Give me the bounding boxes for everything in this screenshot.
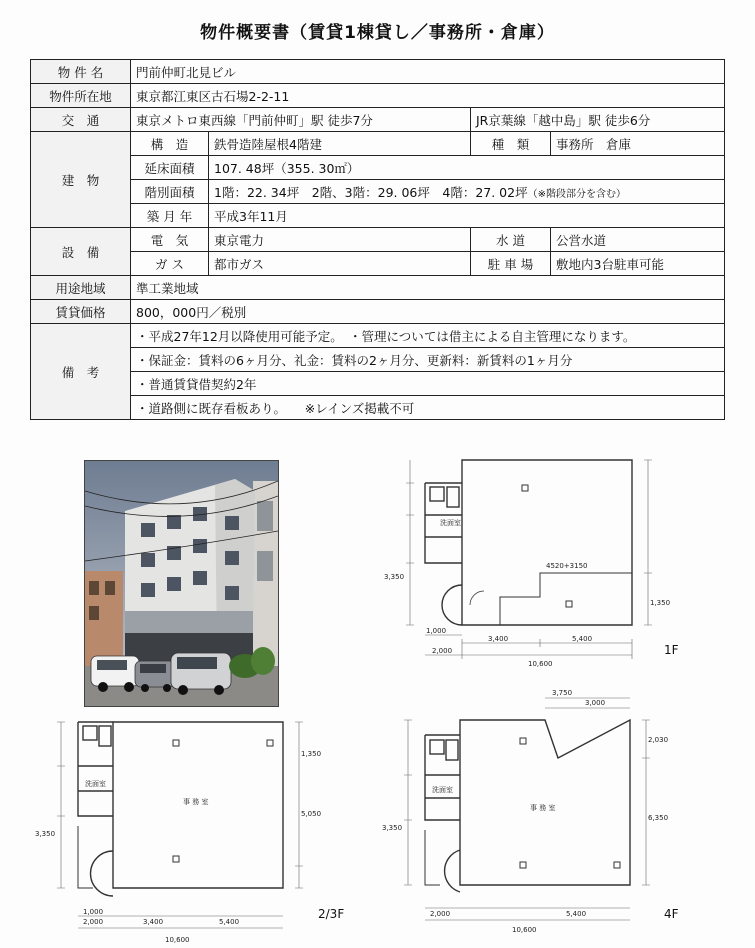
label-transport: 交 通 [31, 108, 131, 132]
label-property-name: 物 件 名 [31, 60, 131, 84]
dim-1f-5400: 5,400 [572, 635, 593, 643]
dim-1f-4520: 4520+3150 [546, 562, 588, 570]
dim-23f-5400: 5,400 [219, 918, 240, 926]
dim-4f-3750: 3,750 [552, 689, 573, 697]
row-transport [31, 108, 725, 132]
value-type: 事務所 倉庫 [551, 132, 725, 156]
dim-4f-3350: 3,350 [382, 824, 403, 832]
dim-23f-1000: 1,000 [83, 908, 104, 916]
value-zoning: 準工業地域 [131, 276, 725, 300]
row-per-floor [31, 180, 725, 204]
per-floor-note: （※階段部分を含む） [527, 188, 626, 200]
dim-1f-3350: 3,350 [384, 573, 405, 581]
row-structure [31, 132, 725, 156]
value-address: 東京都江東区古石場2-2-11 [131, 84, 725, 108]
value-water: 公営水道 [551, 228, 725, 252]
value-per-floor [209, 180, 725, 204]
label-facilities: 設 備 [31, 228, 131, 276]
row-floor-area [31, 156, 725, 180]
dim-4f-6350: 6,350 [648, 814, 669, 822]
dim-23f-5050: 5,050 [301, 810, 322, 818]
label-water: 水 道 [471, 228, 551, 252]
label-23f-office: 事 務 室 [183, 798, 209, 806]
dim-23f-1350: 1,350 [301, 750, 322, 758]
row-rent [31, 300, 725, 324]
remark-4: ・道路側に既存看板あり。 ※レインズ掲載不可 [131, 396, 725, 420]
floorplan-1f-drawing [380, 455, 680, 670]
label-remarks: 備 考 [31, 324, 131, 420]
dim-4f-2000: 2,000 [430, 910, 451, 918]
label-floor-area: 延床面積 [131, 156, 209, 180]
label-rent: 賃貸価格 [31, 300, 131, 324]
label-4f-office: 事 務 室 [530, 804, 556, 812]
page-title: 物件概要書（賃貸1棟貸し／事務所・倉庫） [200, 23, 555, 43]
value-transport-2: JR京葉線「越中島」駅 徒歩6分 [471, 108, 725, 132]
floorplan-23f-drawing [33, 716, 333, 946]
label-zoning: 用途地域 [31, 276, 131, 300]
label-type: 種 類 [471, 132, 551, 156]
label-4f-wc: 洗面室 [432, 786, 453, 794]
value-parking: 敷地内3台駐車可能 [551, 252, 725, 276]
floorplan-4f-label: 4F [664, 907, 679, 921]
value-rent: 800，000円／税別 [131, 300, 725, 324]
dim-23f-2000: 2,000 [83, 918, 104, 926]
dim-4f-2030: 2,030 [648, 736, 669, 744]
dim-1f-total: 10,600 [528, 660, 553, 668]
dim-1f-3400: 3,400 [488, 635, 509, 643]
dim-23f-3400: 3,400 [143, 918, 164, 926]
row-address [31, 84, 725, 108]
dim-23f-3350: 3,350 [35, 830, 56, 838]
value-gas: 都市ガス [209, 252, 471, 276]
label-23f-wc: 洗面室 [85, 780, 106, 788]
row-remarks-1 [31, 324, 725, 348]
dim-1f-1350: 1,350 [650, 599, 671, 607]
row-remarks-2 [31, 348, 725, 372]
dim-1f-2000: 2,000 [432, 647, 453, 655]
value-transport-1: 東京メトロ東西線「門前仲町」駅 徒歩7分 [131, 108, 471, 132]
floorplan-1f-label: 1F [664, 643, 679, 657]
dim-4f-3000: 3,000 [585, 699, 606, 707]
row-gas [31, 252, 725, 276]
label-gas: ガ ス [131, 252, 209, 276]
remark-1: ・平成27年12月以降使用可能予定。 ・管理については借主による自主管理になります。 [131, 324, 725, 348]
property-summary-table [30, 59, 725, 420]
remark-2: ・保証金：賃料の6ヶ月分、礼金：賃料の2ヶ月分、更新料：新賃料の1ヶ月分 [131, 348, 725, 372]
label-parking: 駐 車 場 [471, 252, 551, 276]
dim-4f-5400: 5,400 [566, 910, 587, 918]
row-built [31, 204, 725, 228]
value-structure: 鉄骨造陸屋根4階建 [209, 132, 471, 156]
row-property-name [31, 60, 725, 84]
dim-4f-total: 10,600 [512, 926, 537, 934]
floorplan-4f [380, 680, 680, 942]
floorplan-23f [33, 716, 333, 946]
per-floor-text: 1階：22. 34坪 2階、3階：29. 06坪 4階：27. 02坪 [214, 184, 528, 200]
value-electric: 東京電力 [209, 228, 471, 252]
value-property-name: 門前仲町北見ビル [131, 60, 725, 84]
row-remarks-3 [31, 372, 725, 396]
label-address: 物件所在地 [31, 84, 131, 108]
value-built: 平成3年11月 [209, 204, 725, 228]
dim-1f-1000: 1,000 [426, 627, 447, 635]
value-floor-area: 107. 48坪（355. 30㎡） [209, 156, 725, 180]
row-zoning [31, 276, 725, 300]
label-electric: 電 気 [131, 228, 209, 252]
floorplan-23f-label: 2/3F [318, 907, 345, 921]
label-built: 築 月 年 [131, 204, 209, 228]
row-electric [31, 228, 725, 252]
label-1f-wc: 洗面室 [440, 519, 461, 527]
floorplan-1f [380, 455, 680, 670]
building-photo [84, 460, 279, 707]
label-per-floor: 階別面積 [131, 180, 209, 204]
remark-3: ・普通賃貸借契約2年 [131, 372, 725, 396]
row-remarks-4 [31, 396, 725, 420]
label-structure: 構 造 [131, 132, 209, 156]
dim-23f-total: 10,600 [165, 936, 190, 944]
label-building: 建 物 [31, 132, 131, 228]
building-photo-illustration [85, 461, 278, 706]
floorplan-4f-drawing [380, 680, 680, 942]
